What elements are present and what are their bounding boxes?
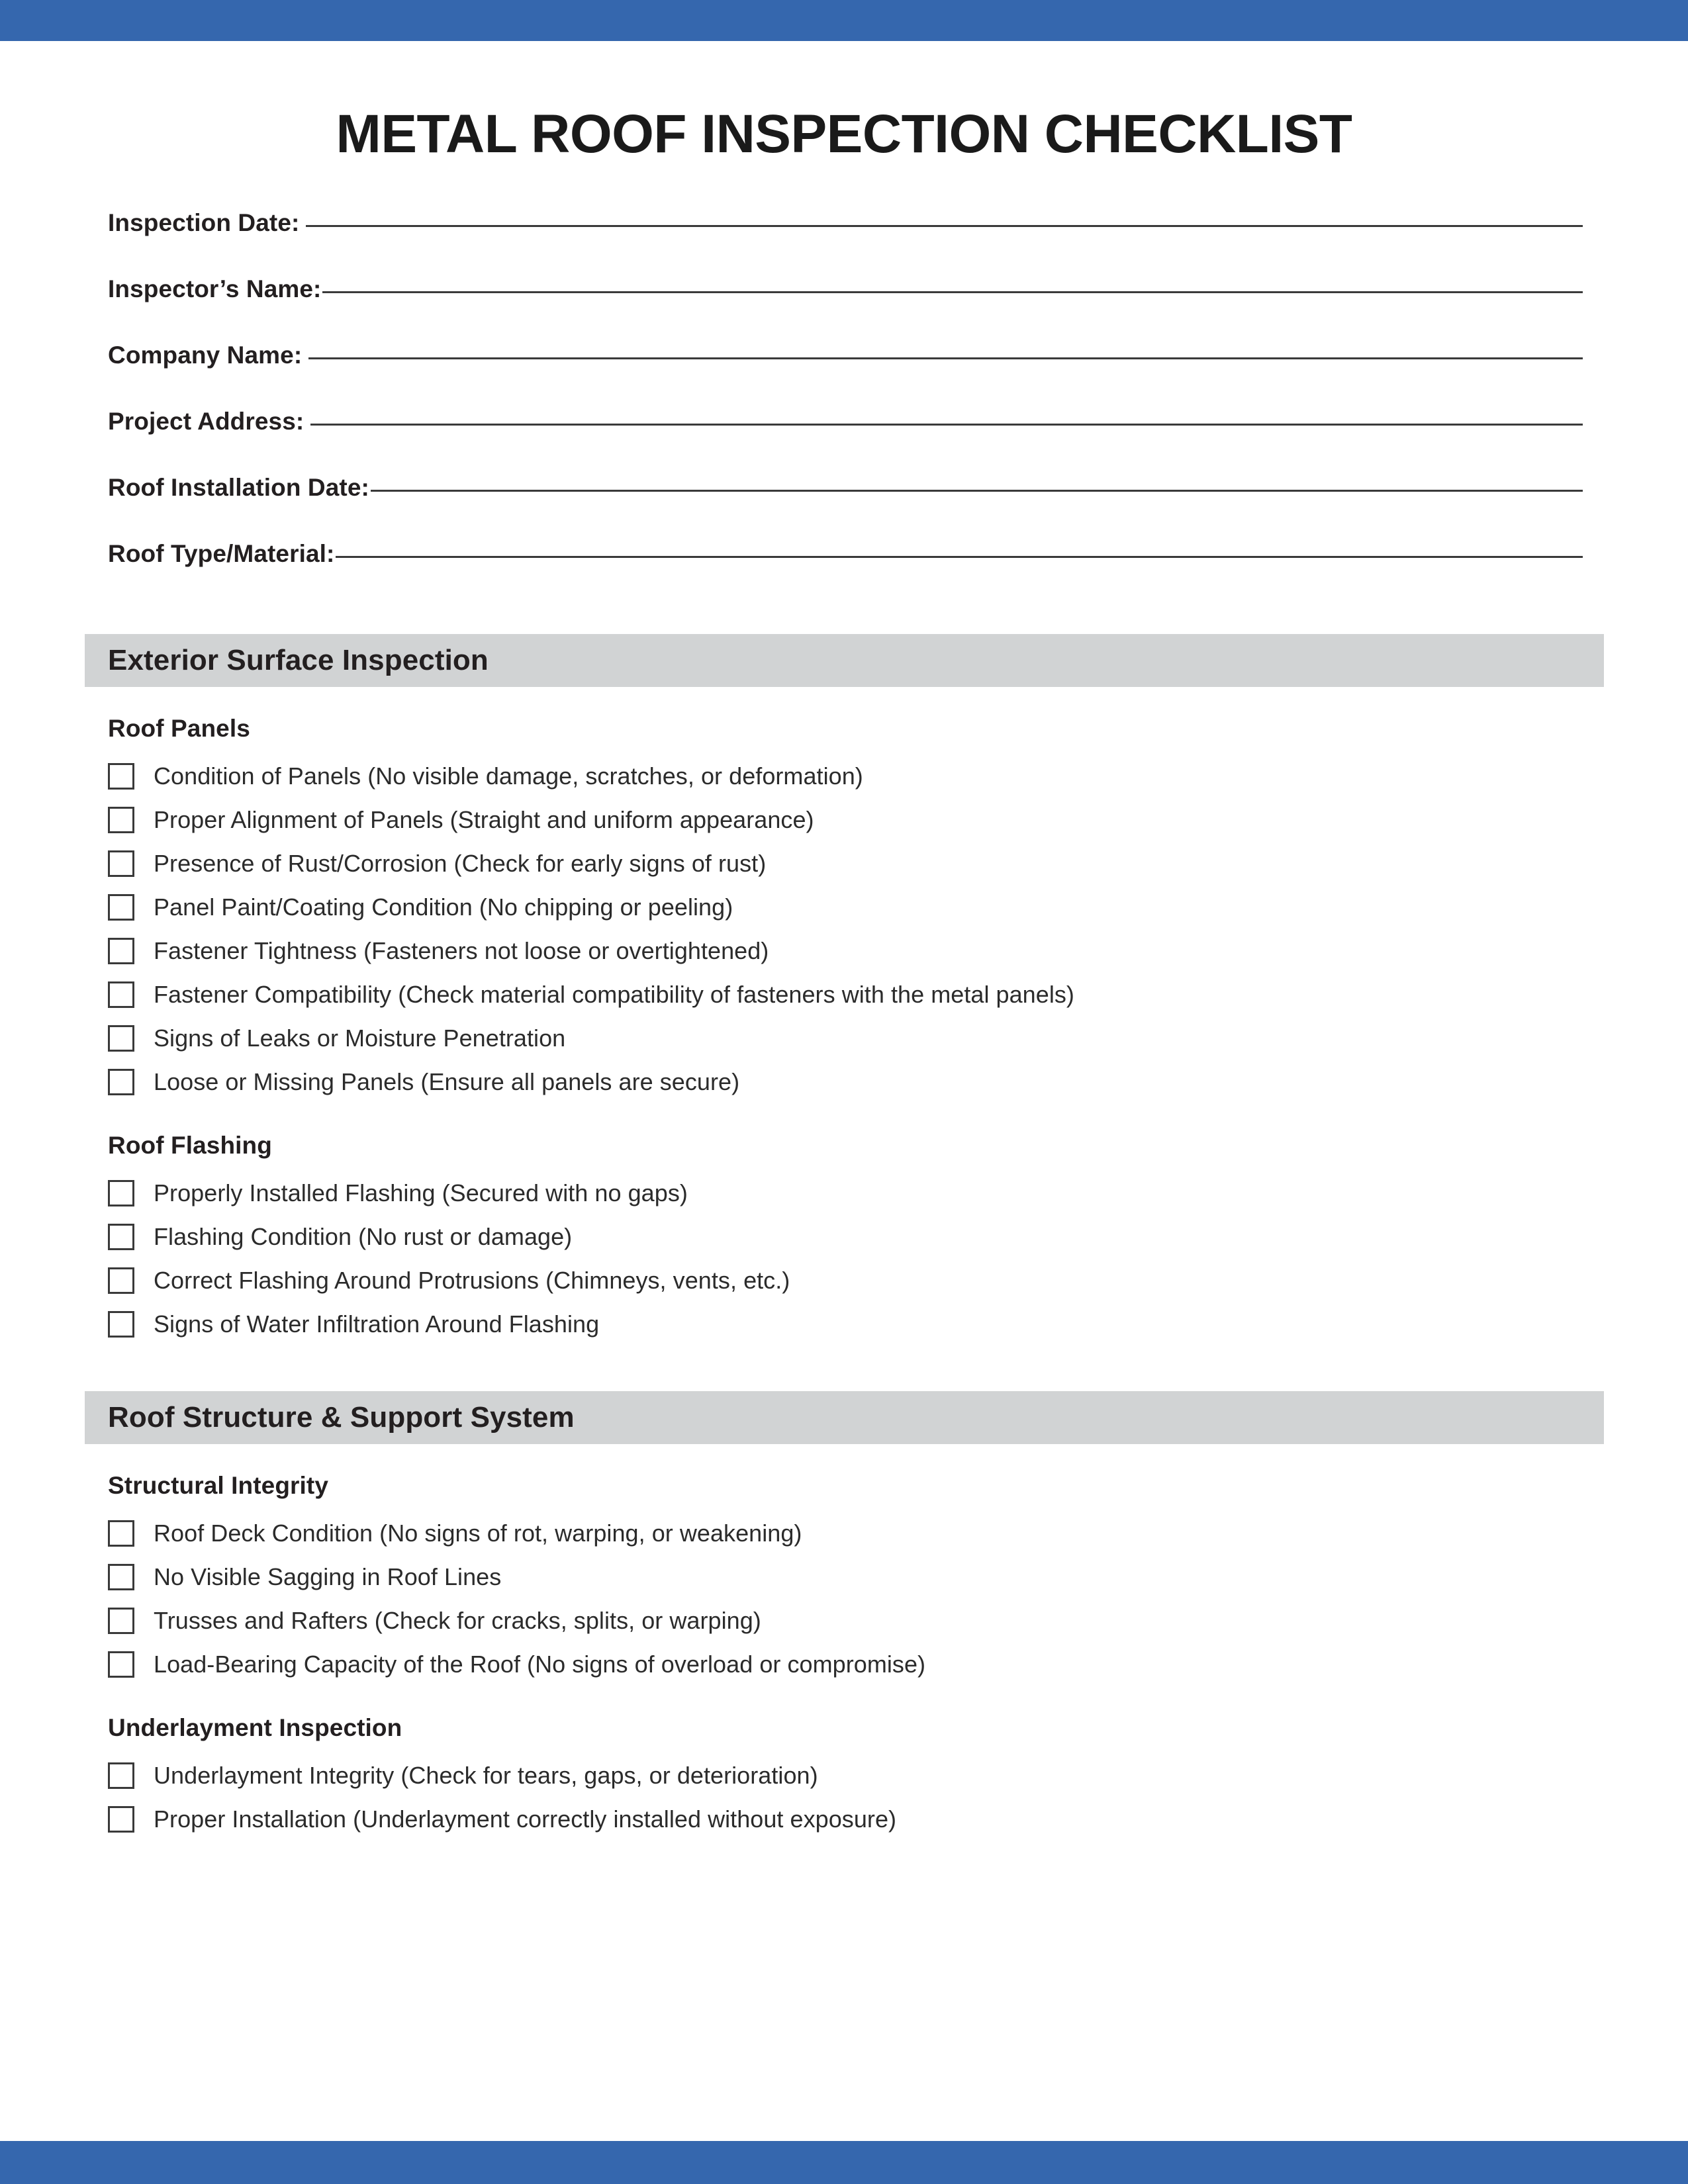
checkbox-icon[interactable] xyxy=(108,1806,134,1833)
field-input-inspection-date[interactable] xyxy=(306,225,1583,227)
checklist-item[interactable] xyxy=(108,973,1583,1017)
checkbox-icon[interactable] xyxy=(108,1311,134,1338)
group-title-roof-flashing: Roof Flashing xyxy=(108,1132,272,1159)
document-page xyxy=(0,41,1688,1841)
form-row-project-address xyxy=(108,408,1583,474)
field-input-roof-type-material[interactable] xyxy=(336,556,1583,558)
checklist-item-label: Proper Alignment of Panels (Straight and uniform appearance) xyxy=(154,806,814,833)
checklist-item-label: Fastener Tightness (Fasteners not loose or overtightened) xyxy=(154,937,769,964)
checkbox-icon[interactable] xyxy=(108,1651,134,1678)
form-row-inspector-name xyxy=(108,275,1583,341)
checklist-item-label: Correct Flashing Around Protrusions (Chimneys, vents, etc.) xyxy=(154,1267,790,1294)
checkbox-icon[interactable] xyxy=(108,850,134,877)
field-label-roof-type-material: Roof Type/Material: xyxy=(108,540,335,567)
checklist-item[interactable] xyxy=(108,754,1583,798)
form-fields-block xyxy=(0,209,1688,606)
checkbox-icon[interactable] xyxy=(108,1564,134,1590)
checklist-item-label: Underlayment Integrity (Check for tears, gaps, or deterioration) xyxy=(154,1762,818,1789)
checklist-item[interactable] xyxy=(108,1302,1583,1346)
checkbox-icon[interactable] xyxy=(108,1267,134,1294)
checklist-item-label: Signs of Water Infiltration Around Flashing xyxy=(154,1310,600,1338)
checkbox-icon[interactable] xyxy=(108,807,134,833)
field-label-roof-installation-date: Roof Installation Date: xyxy=(108,474,369,501)
checkbox-icon[interactable] xyxy=(108,1520,134,1547)
checkbox-icon[interactable] xyxy=(108,894,134,921)
checklist-item-label: Roof Deck Condition (No signs of rot, warping, or weakening) xyxy=(154,1520,802,1547)
checkbox-icon[interactable] xyxy=(108,938,134,964)
checklist-item[interactable] xyxy=(108,929,1583,973)
checkbox-icon[interactable] xyxy=(108,763,134,790)
top-accent-bar xyxy=(0,0,1688,41)
checklist-item[interactable] xyxy=(108,1259,1583,1302)
field-label-inspection-date: Inspection Date: xyxy=(108,209,300,236)
checkbox-icon[interactable] xyxy=(108,1025,134,1052)
field-input-roof-installation-date[interactable] xyxy=(371,490,1583,492)
section-title: Roof Structure & Support System xyxy=(108,1401,575,1433)
field-label-company-name: Company Name: xyxy=(108,341,303,369)
section-body-exterior-surface-inspection xyxy=(0,715,1688,1346)
checklist-item-label: Signs of Leaks or Moisture Penetration xyxy=(154,1024,566,1052)
checklist-item[interactable] xyxy=(108,842,1583,886)
checkbox-icon[interactable] xyxy=(108,1180,134,1206)
checklist-item-label: Loose or Missing Panels (Ensure all panels are secure) xyxy=(154,1068,740,1095)
checklist-item-label: Presence of Rust/Corrosion (Check for early signs of rust) xyxy=(154,850,767,877)
checklist-item[interactable] xyxy=(108,1017,1583,1060)
checklist-item-label: No Visible Sagging in Roof Lines xyxy=(154,1563,502,1590)
section-title: Exterior Surface Inspection xyxy=(108,644,489,676)
form-row-roof-installation-date xyxy=(108,474,1583,540)
checklist-item-label: Fastener Compatibility (Check material compatibility of fasteners with the metal panels) xyxy=(154,981,1074,1008)
section-body-roof-structure-support-system xyxy=(0,1472,1688,1841)
checklist-item-label: Flashing Condition (No rust or damage) xyxy=(154,1223,573,1250)
group-title-structural-integrity: Structural Integrity xyxy=(108,1472,328,1499)
checklist-item-label: Trusses and Rafters (Check for cracks, splits, or warping) xyxy=(154,1607,761,1634)
checklist-item[interactable] xyxy=(108,1512,1583,1555)
group-title-underlayment-inspection: Underlayment Inspection xyxy=(108,1714,402,1741)
field-input-inspector-name[interactable] xyxy=(322,291,1583,293)
checklist-item[interactable] xyxy=(108,1754,1583,1797)
checklist-item-label: Panel Paint/Coating Condition (No chipping or peeling) xyxy=(154,893,733,921)
checkbox-icon[interactable] xyxy=(108,1069,134,1095)
checklist-item[interactable] xyxy=(108,798,1583,842)
checklist-item[interactable] xyxy=(108,1171,1583,1215)
form-row-inspection-date xyxy=(108,209,1583,275)
checklist-item-label: Load-Bearing Capacity of the Roof (No signs of overload or compromise) xyxy=(154,1651,926,1678)
form-row-roof-type-material xyxy=(108,540,1583,606)
section-header-exterior-surface-inspection xyxy=(85,634,1604,687)
field-input-project-address[interactable] xyxy=(310,424,1583,426)
form-row-company-name xyxy=(108,341,1583,408)
checklist-item[interactable] xyxy=(108,1215,1583,1259)
checklist-item[interactable] xyxy=(108,1797,1583,1841)
checklist-item[interactable] xyxy=(108,1643,1583,1686)
checklist-item-label: Proper Installation (Underlayment correctly installed without exposure) xyxy=(154,1805,897,1833)
page-title: METAL ROOF INSPECTION CHECKLIST xyxy=(336,104,1352,164)
field-input-company-name[interactable] xyxy=(308,357,1583,359)
bottom-accent-bar xyxy=(0,2141,1688,2184)
checkbox-icon[interactable] xyxy=(108,1608,134,1634)
checklist-item[interactable] xyxy=(108,886,1583,929)
checklist-item[interactable] xyxy=(108,1060,1583,1104)
checkbox-icon[interactable] xyxy=(108,981,134,1008)
checkbox-icon[interactable] xyxy=(108,1762,134,1789)
section-header-roof-structure-support-system xyxy=(85,1391,1604,1444)
checklist-item[interactable] xyxy=(108,1599,1583,1643)
checklist-item-label: Condition of Panels (No visible damage, scratches, or deformation) xyxy=(154,762,863,790)
checklist-item-label: Properly Installed Flashing (Secured with no gaps) xyxy=(154,1179,688,1206)
field-label-project-address: Project Address: xyxy=(108,408,305,435)
checklist-item[interactable] xyxy=(108,1555,1583,1599)
group-title-roof-panels: Roof Panels xyxy=(108,715,250,742)
checkbox-icon[interactable] xyxy=(108,1224,134,1250)
field-label-inspector-name: Inspector’s Name: xyxy=(108,275,322,302)
